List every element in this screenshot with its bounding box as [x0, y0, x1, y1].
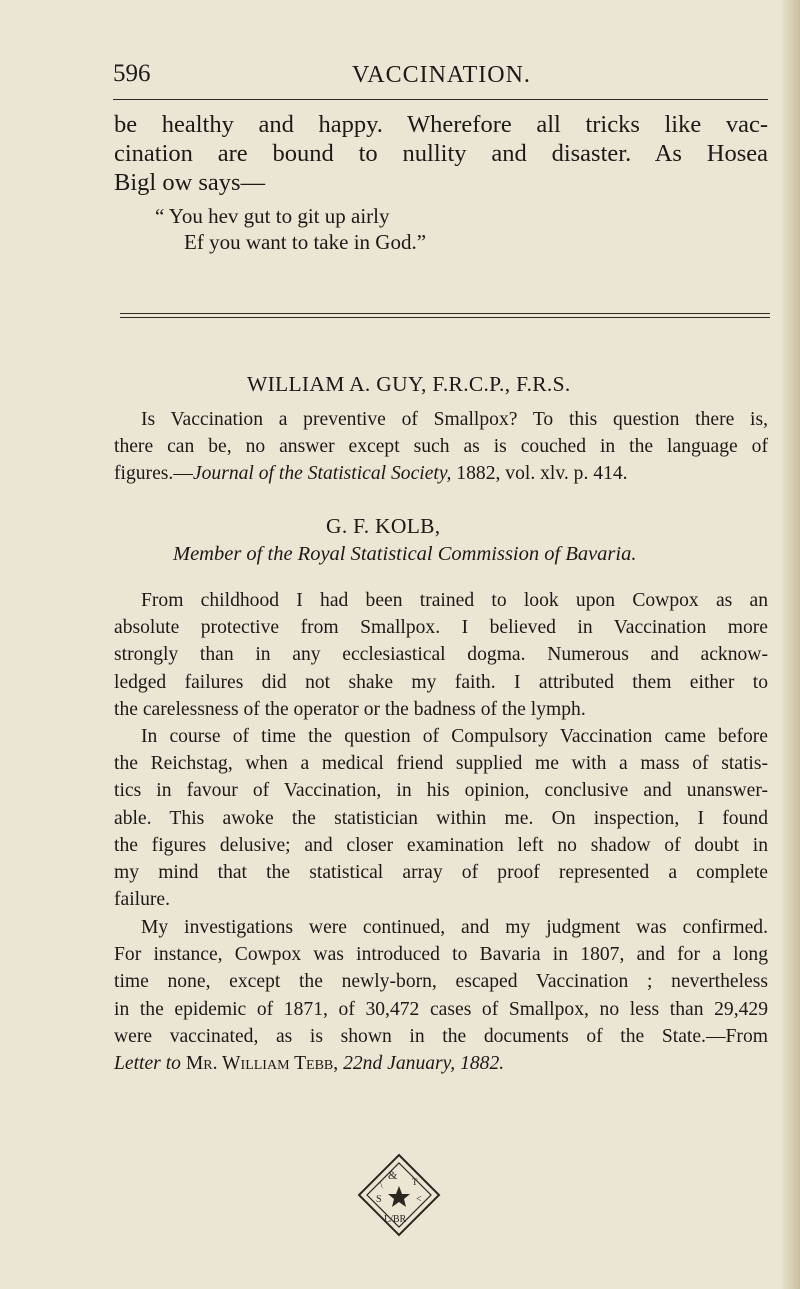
kolb-line: failure. [114, 889, 171, 911]
author-heading-guy: WILLIAM A. GUY, F.R.C.P., F.R.S. [247, 372, 571, 396]
guy-line: Is Vaccination a preventive of Smallpox? To this question there is, [141, 409, 768, 430]
kolb-line: ledged failures did not shake my faith. I attributed them either to [114, 671, 768, 693]
guy-quote [114, 406, 768, 488]
intro-paragraph [114, 110, 768, 197]
kolb-line: My investigations were continued, and my judgment was confirmed. [141, 917, 768, 938]
svg-text:L/BR: L/BR [384, 1214, 407, 1225]
kolb-line: the carelessness of the operator or the badness of the lymph. [114, 698, 586, 720]
kolb-line: strongly than in any ecclesiastical dogma. Numerous and acknow- [114, 644, 768, 666]
kolb-line: able. This awoke the statistician within me. On inspection, I found [114, 807, 768, 829]
library-stamp-icon [356, 1152, 442, 1238]
author-subtitle-kolb: Member of the Royal Statistical Commission of Bavaria. [173, 543, 637, 565]
header-rule [113, 99, 768, 100]
kolb-paragraph-3 [114, 914, 768, 1077]
svg-text:T: T [412, 1177, 418, 1187]
page-edge [782, 0, 800, 1289]
svg-text:&: & [388, 1168, 398, 1182]
section-divider-inner [120, 317, 770, 318]
kolb-source-date: 22nd January, 1882. [338, 1053, 505, 1075]
kolb-line: in the epidemic of 1871, of 30,472 cases of Smallpox, no less than 29,429 [114, 998, 768, 1020]
kolb-line: In course of time the question of Compulsory Vaccination came before [141, 726, 768, 747]
verse-line-1: “ You hev gut to git up airly [155, 204, 390, 228]
svg-text:<: < [416, 1194, 422, 1205]
guy-line: there can be, no answer except such as is couched in the language of [114, 436, 768, 458]
kolb-line: From childhood I had been trained to look upon Cowpox as an [141, 590, 768, 611]
kolb-source-name: Mr. William Tebb, [185, 1053, 339, 1075]
page-number: 596 [113, 60, 151, 87]
kolb-source-italic: Letter to [114, 1053, 186, 1075]
intro-line: cination are bound to nullity and disaster. As Hosea [114, 140, 768, 167]
kolb-line: were vaccinated, as is shown in the documents of the State.—From [114, 1025, 768, 1047]
svg-text:S: S [376, 1194, 382, 1205]
section-divider [120, 313, 770, 314]
kolb-source-line [114, 1050, 768, 1077]
running-head: VACCINATION. [352, 62, 531, 88]
kolb-line: For instance, Cowpox was introduced to Bavaria in 1807, and for a long [114, 944, 768, 966]
verse-line-2: Ef you want to take in God.” [184, 230, 427, 254]
intro-line: Bigl ow says— [114, 169, 266, 196]
guy-source-detail: 1882, vol. xlv. p. 414. [451, 463, 628, 485]
svg-text:\: \ [380, 1180, 383, 1190]
guy-source-title: Journal of the Statistical Society, [192, 463, 452, 485]
kolb-paragraph-1 [114, 587, 768, 723]
author-heading-kolb: G. F. KOLB, [326, 514, 441, 538]
kolb-line: time none, except the newly-born, escaped Vaccination ; nevertheless [114, 971, 768, 993]
kolb-line: the figures delusive; and closer examination left no shadow of doubt in [114, 834, 768, 856]
kolb-line: my mind that the statistical array of proof represented a complete [114, 862, 768, 884]
guy-source-line [114, 460, 768, 487]
kolb-paragraph-2 [114, 723, 768, 913]
kolb-line: tics in favour of Vaccination, in his opinion, conclusive and unanswer- [114, 780, 768, 802]
kolb-line: absolute protective from Smallpox. I believed in Vaccination more [114, 617, 768, 639]
intro-line: be healthy and happy. Wherefore all tricks like vac- [114, 111, 768, 138]
guy-line-prefix: figures.— [114, 463, 193, 485]
kolb-line: the Reichstag, when a medical friend supplied me with a mass of statis- [114, 753, 768, 775]
